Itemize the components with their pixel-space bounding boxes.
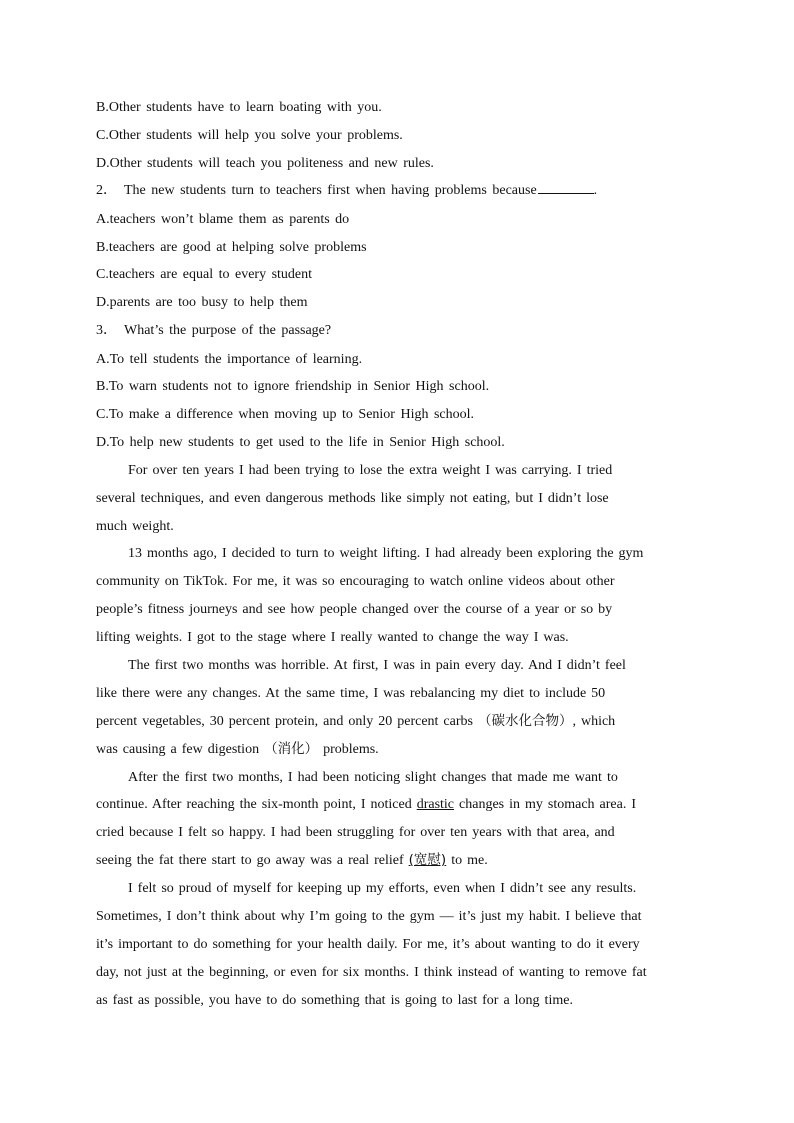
q1-option-b: B.Other students have to learn boating with you. <box>96 100 382 115</box>
text-run: percent vegetables, 30 percent protein, and only 20 percent carbs <box>96 713 473 729</box>
answer-blank <box>538 179 594 194</box>
paragraph-line: day, not just at the beginning, or even for six months. I think instead of wanting to remove fat <box>96 964 647 980</box>
text-run: , which <box>572 713 616 729</box>
paragraph-line: community on TikTok. For me, it was so encouraging to watch online videos about other <box>96 574 615 590</box>
question-2-end: . <box>593 183 598 199</box>
question-3-stem <box>96 317 696 346</box>
paragraph-line: Sometimes, I don’t think about why I’m going to the gym — it’s just my habit. I believe that <box>96 909 642 925</box>
text-run: seeing the fat there start to go away was a real relief <box>96 853 404 869</box>
text-run: changes in my stomach area. I <box>459 797 637 813</box>
paragraph-line: cried because I felt so happy. I had been struggling for over ten years with that area, and <box>96 825 615 841</box>
paragraph-line: 13 months ago, I decided to turn to weight lifting. I had already been exploring the gym <box>128 546 644 562</box>
paragraph-line: several techniques, and even dangerous methods like simply not eating, but I didn’t lose <box>96 490 609 506</box>
passage-paragraph-5 <box>96 875 696 1014</box>
passage-paragraph-1 <box>96 457 696 541</box>
question-2-text: The new students turn to teachers first when having problems because <box>124 183 537 199</box>
q1-option-d: D.Other students will teach you politeness and new rules. <box>96 155 434 171</box>
question-2-stem <box>96 177 696 206</box>
q3-option-c: C.To make a difference when moving up to Senior High school. <box>96 407 475 423</box>
q3-option-a: A.To tell students the importance of learning. <box>96 351 363 367</box>
q1-option-c: C.Other students will help you solve your problems. <box>96 127 403 143</box>
question-3-number: 3． <box>96 323 117 339</box>
question-3-text: What’s the purpose of the passage? <box>124 323 332 339</box>
underlined-word: drastic <box>416 797 455 813</box>
q2-option-a: A.teachers won’t blame them as parents do <box>96 211 350 227</box>
paragraph-line: much weight. <box>96 518 174 534</box>
paragraph-line: I felt so proud of myself for keeping up my efforts, even when I didn’t see any results. <box>128 881 637 897</box>
paragraph-line: as fast as possible, you have to do something that is going to last for a long time. <box>96 992 573 1008</box>
passage-paragraph-2 <box>96 540 696 652</box>
q2-option-b: B.teachers are good at helping solve problems <box>96 239 367 255</box>
page-content <box>96 94 696 1015</box>
paragraph-line: people’s fitness journeys and see how people changed over the course of a year or so by <box>96 602 613 618</box>
paragraph-line: it’s important to do something for your health daily. For me, it’s about wanting to do it every <box>96 936 640 952</box>
q3-option-b: B.To warn students not to ignore friendship in Senior High school. <box>96 379 490 395</box>
text-run: to me. <box>451 853 488 869</box>
q3-option-d: D.To help new students to get used to the life in Senior High school. <box>96 434 505 450</box>
paragraph-line: For over ten years I had been trying to lose the extra weight I was carrying. I tried <box>128 462 613 478</box>
text-run: continue. After reaching the six-month point, I noticed <box>96 797 412 813</box>
paragraph-line: After the first two months, I had been noticing slight changes that made me want to <box>128 769 618 785</box>
paragraph-line <box>96 847 696 875</box>
q2-option-c: C.teachers are equal to every student <box>96 267 313 283</box>
text-run: was causing a few digestion <box>96 741 260 757</box>
q2-option-d: D.parents are too busy to help them <box>96 295 308 311</box>
chinese-gloss: （碳水化合物） <box>477 712 573 729</box>
paragraph-line <box>96 708 696 736</box>
paragraph-line <box>96 736 696 764</box>
chinese-gloss: (宽慰) <box>408 852 447 869</box>
paragraph-line: like there were any changes. At the same time, I was rebalancing my diet to include 50 <box>96 685 606 701</box>
chinese-gloss: （消化） <box>264 740 319 757</box>
paragraph-line: lifting weights. I got to the stage where I really wanted to change the way I was. <box>96 630 569 646</box>
passage-paragraph-4 <box>96 764 696 876</box>
text-run: problems. <box>323 741 379 757</box>
question-2-number: 2． <box>96 183 117 199</box>
passage-paragraph-3 <box>96 652 696 764</box>
paragraph-line <box>96 791 696 819</box>
paragraph-line: The first two months was horrible. At first, I was in pain every day. And I didn’t feel <box>128 658 626 673</box>
